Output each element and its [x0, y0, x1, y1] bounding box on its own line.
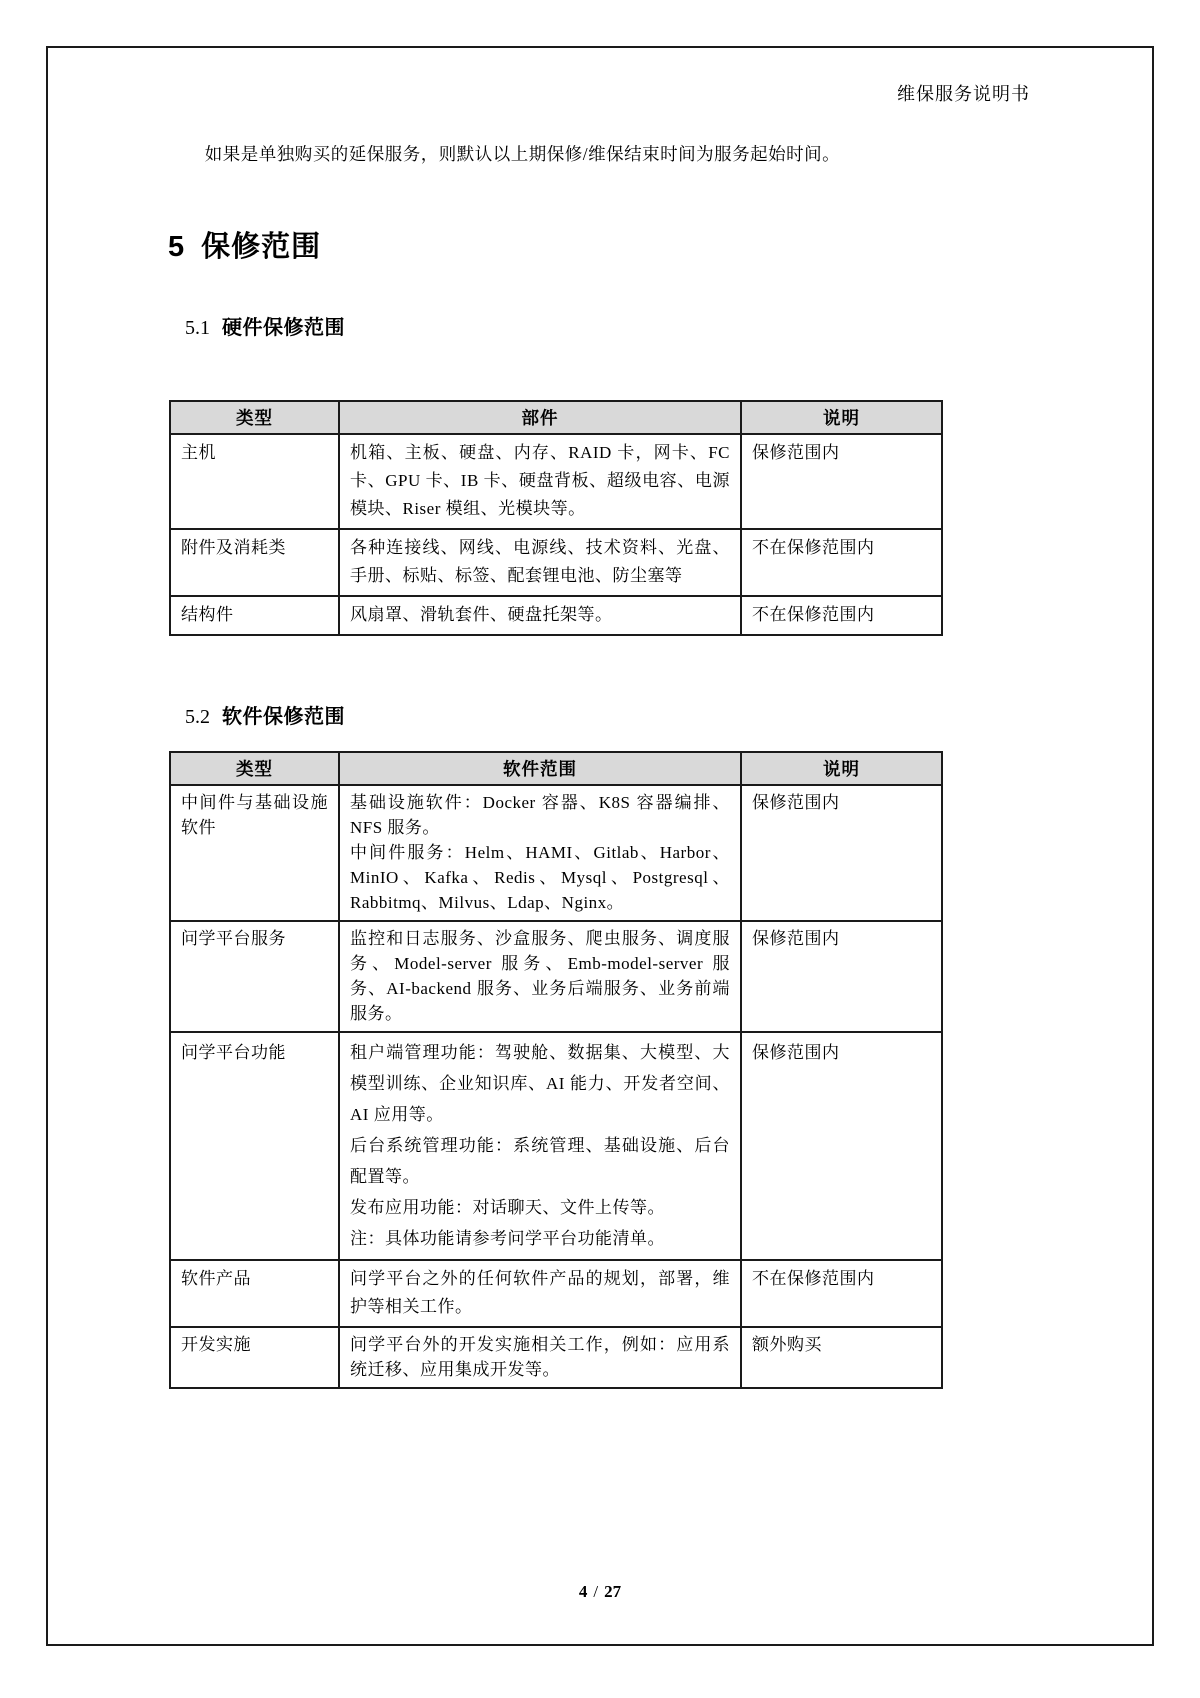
cell-scope	[339, 1327, 741, 1388]
intro-paragraph: 如果是单独购买的延保服务，则默认以上期保修/维保结束时间为服务起始时间。	[204, 144, 841, 164]
scope-paragraph: 风扇罩、滑轨套件、硬盘托架等。	[350, 605, 613, 624]
cell-type: 问学平台服务	[170, 921, 339, 1032]
doc-title-header: 维保服务说明书	[897, 84, 1030, 104]
cell-note: 保修范围内	[741, 921, 942, 1032]
cell-type: 结构件	[170, 596, 339, 635]
scope-paragraph: 注：具体功能请参考问学平台功能清单。	[350, 1229, 665, 1248]
scope-paragraph: 问学平台外的开发实施相关工作，例如：应用系统迁移、应用集成开发等。	[350, 1335, 730, 1379]
scope-paragraph: 中间件服务：Helm、HAMI、Gitlab、Harbor、MinIO、Kafka、Redis、Mysql、Postgresql、Rabbitmq、Milvus、Ldap、Nginx。	[350, 843, 730, 912]
page-number-current: 4	[578, 1582, 588, 1601]
table-header-row	[170, 401, 942, 434]
scope-paragraph: 各种连接线、网线、电源线、技术资料、光盘、手册、标贴、标签、配套锂电池、防尘塞等	[350, 538, 730, 585]
column-header: 说明	[741, 401, 942, 434]
subsection-5-2-number: 5.2	[185, 706, 210, 728]
cell-note: 不在保修范围内	[741, 1260, 942, 1327]
scope-paragraph: 基础设施软件：Docker 容器、K8S 容器编排、NFS 服务。	[350, 793, 730, 837]
column-header: 部件	[339, 401, 741, 434]
section-5-heading	[168, 224, 1030, 265]
cell-scope	[339, 529, 741, 596]
scope-paragraph: 租户端管理功能：驾驶舱、数据集、大模型、大模型训练、企业知识库、AI 能力、开发者空间、AI 应用等。	[350, 1043, 730, 1124]
hardware-warranty-table	[169, 400, 943, 636]
subsection-5-1-heading	[185, 311, 1030, 340]
column-header: 类型	[170, 401, 339, 434]
cell-scope	[339, 785, 741, 921]
column-header: 软件范围	[339, 752, 741, 785]
table-row	[170, 1032, 942, 1260]
table-row	[170, 529, 942, 596]
table-row	[170, 1260, 942, 1327]
cell-scope	[339, 921, 741, 1032]
column-header: 类型	[170, 752, 339, 785]
cell-scope	[339, 1032, 741, 1260]
table-header-row	[170, 752, 942, 785]
cell-type: 主机	[170, 434, 339, 529]
cell-scope	[339, 596, 741, 635]
scope-paragraph: 后台系统管理功能：系统管理、基础设施、后台配置等。	[350, 1136, 730, 1186]
table-row	[170, 1327, 942, 1388]
section-number: 5	[168, 231, 186, 263]
cell-type: 软件产品	[170, 1260, 339, 1327]
cell-note: 不在保修范围内	[741, 529, 942, 596]
cell-type: 开发实施	[170, 1327, 339, 1388]
scope-paragraph: 问学平台之外的任何软件产品的规划，部署，维护等相关工作。	[350, 1269, 730, 1316]
section-title: 保修范围	[201, 231, 322, 263]
table-row	[170, 921, 942, 1032]
cell-note: 保修范围内	[741, 785, 942, 921]
cell-note: 额外购买	[741, 1327, 942, 1388]
page-number-total: 27	[604, 1582, 622, 1601]
column-header: 说明	[741, 752, 942, 785]
cell-scope	[339, 434, 741, 529]
cell-type: 问学平台功能	[170, 1032, 339, 1260]
scope-paragraph: 发布应用功能：对话聊天、文件上传等。	[350, 1198, 665, 1217]
software-warranty-table	[169, 751, 943, 1389]
subsection-5-2-heading	[185, 700, 1030, 729]
cell-type: 中间件与基础设施软件	[170, 785, 339, 921]
table-row	[170, 434, 942, 529]
cell-type: 附件及消耗类	[170, 529, 339, 596]
cell-note: 保修范围内	[741, 1032, 942, 1260]
scope-paragraph: 监控和日志服务、沙盒服务、爬虫服务、调度服务、Model-server 服务、Emb-model-server 服务、AI-backend 服务、业务后端服务、业务前端服务。	[350, 929, 730, 1023]
page-number-separator: /	[593, 1582, 599, 1601]
table-row	[170, 596, 942, 635]
scope-paragraph: 机箱、主板、硬盘、内存、RAID 卡，网卡、FC 卡、GPU 卡、IB 卡、硬盘背板、超级电容、电源模块、Riser 模组、光模块等。	[350, 443, 730, 518]
table-row	[170, 785, 942, 921]
subsection-5-1-title: 硬件保修范围	[222, 317, 345, 339]
document-content	[168, 0, 1030, 1389]
running-header	[168, 80, 1030, 106]
subsection-5-2-title: 软件保修范围	[222, 706, 345, 728]
page-footer	[0, 1582, 1200, 1602]
cell-scope	[339, 1260, 741, 1327]
cell-note: 保修范围内	[741, 434, 942, 529]
subsection-5-1-number: 5.1	[185, 317, 210, 339]
cell-note: 不在保修范围内	[741, 596, 942, 635]
